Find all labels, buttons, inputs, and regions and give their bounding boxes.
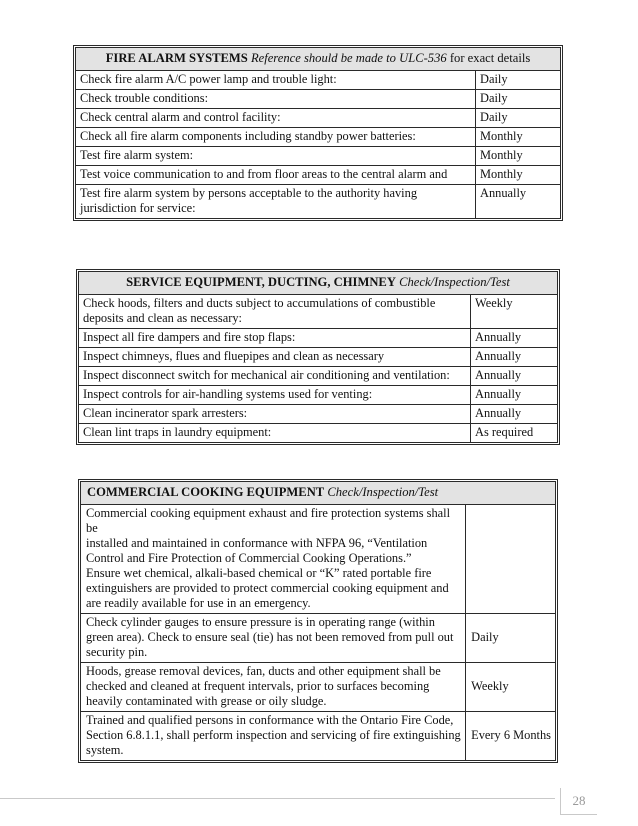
table-row bbox=[76, 147, 560, 166]
table-header-row bbox=[79, 272, 557, 295]
frequency-cell: Annually bbox=[471, 329, 557, 348]
table-header-row bbox=[81, 482, 555, 505]
section-title: SERVICE EQUIPMENT, DUCTING, CHIMNEY bbox=[126, 275, 396, 289]
section-title-suffix: for exact details bbox=[449, 51, 531, 65]
task-cell: Check central alarm and control facility: bbox=[76, 109, 476, 128]
task-cell: Test fire alarm system: bbox=[76, 147, 476, 166]
task-cell: Test voice communication to and from floor areas to the central alarm and bbox=[76, 166, 476, 185]
table-row bbox=[79, 405, 557, 424]
task-cell: Inspect chimneys, flues and fluepipes and clean as necessary bbox=[79, 348, 471, 367]
table-row bbox=[76, 166, 560, 185]
task-cell: Check fire alarm A/C power lamp and trouble light: bbox=[76, 71, 476, 90]
task-cell: Commercial cooking equipment exhaust and fire protection systems shall be installed and maintained in conformance with NFPA 96, “Ventilation Control and Fire Protection of Commercial Cooking Operations.” Ensure wet chemical, alkali-based chemical or “K” rated portable fire extinguishers are provided to protect commercial cooking equipment and are readily available for use in an emergency. bbox=[81, 505, 466, 614]
table-row bbox=[79, 295, 557, 329]
frequency-cell: Monthly bbox=[476, 147, 560, 166]
table-row bbox=[81, 614, 555, 663]
task-cell: Check hoods, filters and ducts subject to accumulations of combustible deposits and clean as necessary: bbox=[79, 295, 471, 329]
table-row bbox=[79, 424, 557, 442]
task-cell: Check all fire alarm components including standby power batteries: bbox=[76, 128, 476, 147]
frequency-cell: Weekly bbox=[466, 663, 555, 712]
task-cell: Test fire alarm system by persons acceptable to the authority having jurisdiction for service: bbox=[76, 185, 476, 218]
task-cell: Check trouble conditions: bbox=[76, 90, 476, 109]
frequency-cell: Annually bbox=[471, 348, 557, 367]
frequency-cell: As required bbox=[475, 425, 534, 439]
frequency-cell: Annually bbox=[471, 367, 557, 386]
task-cell: Trained and qualified persons in conformance with the Ontario Fire Code, Section 6.8.1.1, shall perform inspection and servicing of fire extinguishing system. bbox=[81, 712, 466, 760]
frequency-cell: Weekly bbox=[471, 295, 557, 329]
table-row bbox=[79, 329, 557, 348]
table-row bbox=[76, 128, 560, 147]
commercial-cooking-table bbox=[78, 479, 558, 763]
frequency-cell: Daily bbox=[466, 614, 555, 663]
page-number: 28 bbox=[560, 788, 597, 815]
section-subtitle: Check/Inspection/Test bbox=[327, 485, 439, 499]
fire-alarm-table bbox=[73, 45, 563, 221]
table-header-row bbox=[76, 48, 560, 71]
table-row bbox=[76, 90, 560, 109]
table-row bbox=[81, 505, 555, 614]
footer-divider bbox=[0, 798, 555, 799]
frequency-cell: Daily bbox=[476, 90, 560, 109]
table-row bbox=[81, 712, 555, 760]
frequency-cell: Daily bbox=[476, 109, 560, 128]
frequency-cell: Annually bbox=[480, 186, 527, 200]
fire-alarm-title bbox=[76, 48, 560, 71]
frequency-cell: Annually bbox=[471, 405, 557, 424]
frequency-cell: Every 6 Months bbox=[471, 728, 551, 742]
frequency-cell: Annually bbox=[471, 386, 557, 405]
task-cell: Clean incinerator spark arresters: bbox=[79, 405, 471, 424]
section-reference: Reference should be made to ULC-536 bbox=[250, 51, 447, 65]
section-subtitle: Check/Inspection/Test bbox=[399, 275, 510, 289]
table-row bbox=[76, 71, 560, 90]
task-cell: Inspect controls for air-handling systems used for venting: bbox=[79, 386, 471, 405]
service-equipment-title bbox=[79, 272, 557, 295]
service-equipment-table bbox=[76, 269, 560, 445]
task-cell: Check cylinder gauges to ensure pressure is in operating range (within green area). Check to ensure seal (tie) has not been removed from pull out security pin. bbox=[81, 614, 466, 663]
task-cell: Clean lint traps in laundry equipment: bbox=[79, 424, 471, 442]
section-title: COMMERCIAL COOKING EQUIPMENT bbox=[87, 485, 325, 499]
frequency-cell: Monthly bbox=[476, 128, 560, 147]
frequency-cell: Monthly bbox=[476, 166, 560, 185]
frequency-cell: Daily bbox=[476, 71, 560, 90]
section-title: FIRE ALARM SYSTEMS bbox=[105, 51, 248, 65]
table-row bbox=[79, 386, 557, 405]
task-cell: Inspect all fire dampers and fire stop flaps: bbox=[79, 329, 471, 348]
table-row bbox=[79, 367, 557, 386]
table-row bbox=[79, 348, 557, 367]
table-row bbox=[76, 109, 560, 128]
table-row bbox=[81, 663, 555, 712]
task-cell: Hoods, grease removal devices, fan, ducts and other equipment shall be checked and cleaned at frequent intervals, prior to surfaces becoming heavily contaminated with grease or oily sludge. bbox=[81, 663, 466, 712]
commercial-cooking-title bbox=[81, 482, 555, 505]
task-cell: Inspect disconnect switch for mechanical air conditioning and ventilation: bbox=[79, 367, 471, 386]
frequency-cell bbox=[466, 505, 555, 614]
table-row bbox=[76, 185, 560, 218]
